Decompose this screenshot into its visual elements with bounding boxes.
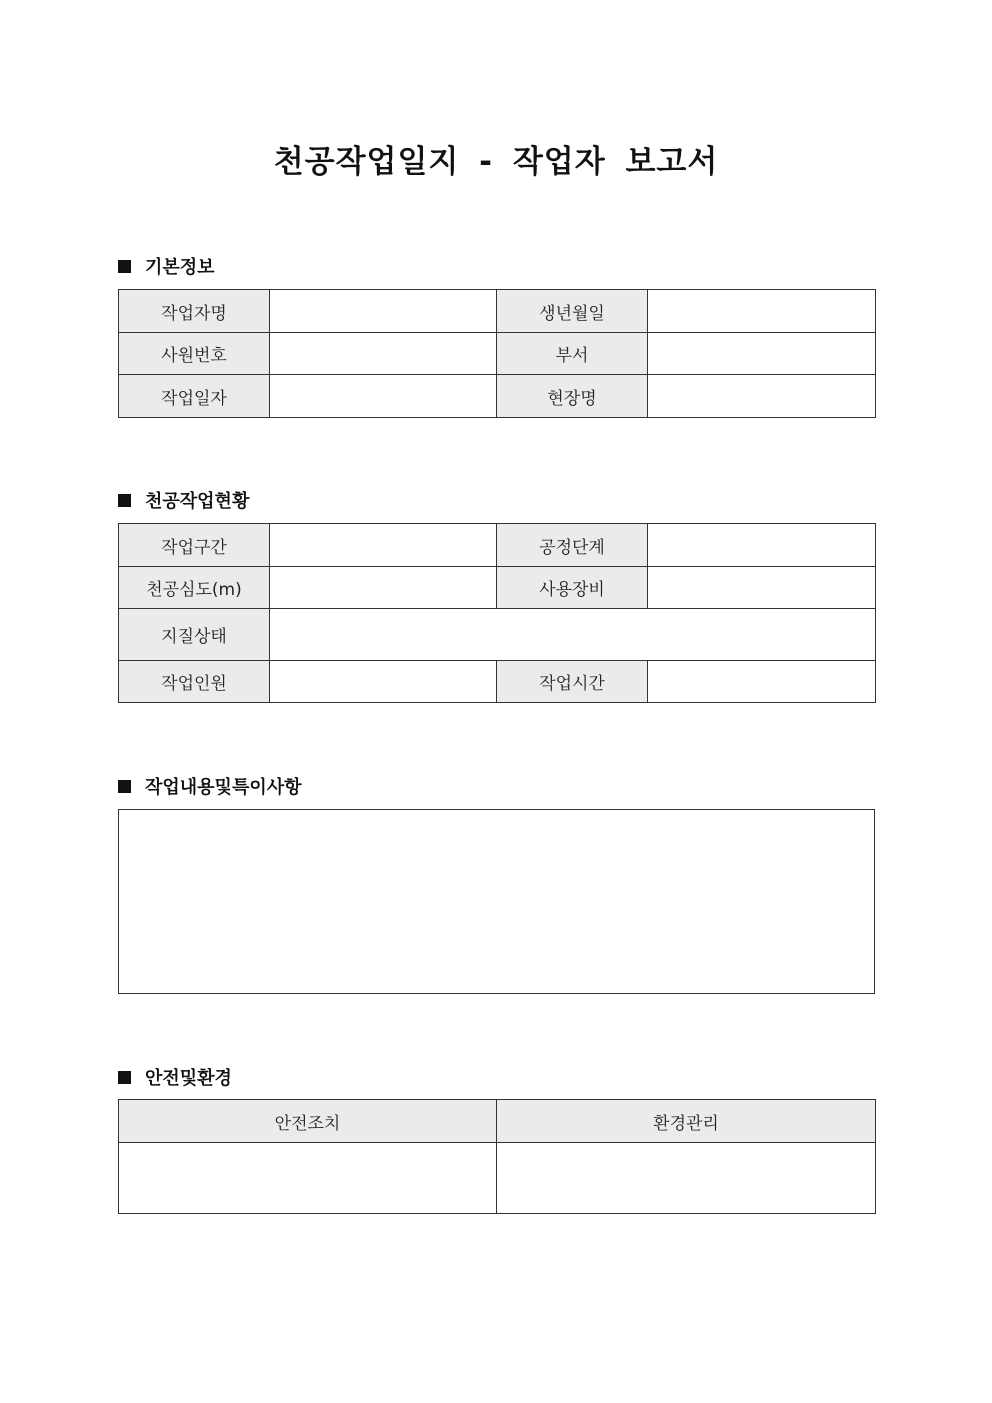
field-label: 부서 bbox=[497, 333, 648, 375]
safety-env-table bbox=[118, 1099, 876, 1214]
field-label: 작업구간 bbox=[119, 524, 270, 567]
field-label: 작업시간 bbox=[497, 661, 648, 703]
worker-name-field[interactable] bbox=[270, 290, 497, 333]
section-heading-label: 작업내용및특이사항 bbox=[145, 777, 302, 798]
safety-measures-field[interactable] bbox=[119, 1143, 497, 1214]
page-title: 천공작업일지 - 작업자 보고서 bbox=[273, 144, 719, 180]
work-content-textarea[interactable] bbox=[118, 809, 875, 994]
employee-number-field[interactable] bbox=[270, 333, 497, 375]
field-label: 작업인원 bbox=[119, 661, 270, 703]
section-heading-drilling-status bbox=[118, 487, 249, 513]
drilling-depth-field[interactable] bbox=[270, 567, 497, 609]
section-heading-label: 안전및환경 bbox=[145, 1068, 232, 1089]
geology-condition-field[interactable] bbox=[270, 609, 876, 661]
field-label: 천공심도(m) bbox=[119, 567, 270, 609]
process-stage-field[interactable] bbox=[648, 524, 876, 567]
field-label: 공정단계 bbox=[497, 524, 648, 567]
environment-management-field[interactable] bbox=[497, 1143, 876, 1214]
work-personnel-field[interactable] bbox=[270, 661, 497, 703]
square-bullet-icon bbox=[118, 780, 131, 793]
table-row bbox=[119, 567, 876, 609]
field-label: 생년월일 bbox=[497, 290, 648, 333]
basic-info-table bbox=[118, 289, 876, 418]
drilling-status-table bbox=[118, 523, 876, 703]
table-row bbox=[119, 375, 876, 418]
table-row bbox=[119, 524, 876, 567]
work-section-field[interactable] bbox=[270, 524, 497, 567]
work-time-field[interactable] bbox=[648, 661, 876, 703]
table-row bbox=[119, 1100, 876, 1143]
table-row bbox=[119, 661, 876, 703]
column-header-safety: 안전조치 bbox=[119, 1100, 497, 1143]
birth-date-field[interactable] bbox=[648, 290, 876, 333]
site-name-field[interactable] bbox=[648, 375, 876, 418]
square-bullet-icon bbox=[118, 494, 131, 507]
square-bullet-icon bbox=[118, 260, 131, 273]
section-heading-safety-env bbox=[118, 1064, 232, 1090]
table-row bbox=[119, 290, 876, 333]
field-label: 현장명 bbox=[497, 375, 648, 418]
table-row bbox=[119, 1143, 876, 1214]
column-header-environment: 환경관리 bbox=[497, 1100, 876, 1143]
field-label: 작업일자 bbox=[119, 375, 270, 418]
square-bullet-icon bbox=[118, 1071, 131, 1084]
section-heading-basic-info bbox=[118, 253, 215, 279]
field-label: 사원번호 bbox=[119, 333, 270, 375]
field-label: 사용장비 bbox=[497, 567, 648, 609]
department-field[interactable] bbox=[648, 333, 876, 375]
work-date-field[interactable] bbox=[270, 375, 497, 418]
section-heading-label: 천공작업현황 bbox=[145, 491, 250, 512]
section-heading-work-content bbox=[118, 773, 302, 799]
table-row bbox=[119, 609, 876, 661]
field-label: 지질상태 bbox=[119, 609, 270, 661]
section-heading-label: 기본정보 bbox=[145, 257, 215, 278]
table-row bbox=[119, 333, 876, 375]
field-label: 작업자명 bbox=[119, 290, 270, 333]
equipment-used-field[interactable] bbox=[648, 567, 876, 609]
